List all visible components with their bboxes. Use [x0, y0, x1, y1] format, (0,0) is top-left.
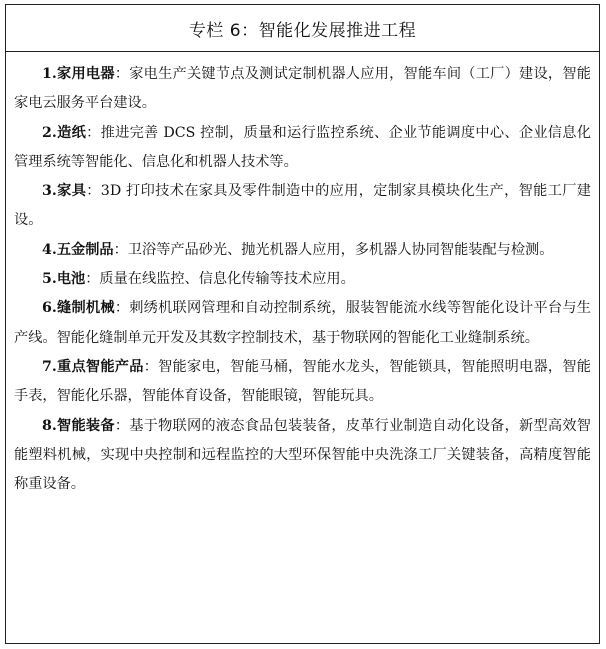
item-separator: ： [143, 358, 159, 375]
list-item-home-appliances [14, 60, 591, 119]
item-number: 1. [42, 66, 57, 82]
item-number: 6. [42, 300, 57, 317]
item-label: 重点智能产品 [56, 358, 144, 375]
item-number: 5. [42, 271, 57, 288]
list-item-papermaking [14, 119, 591, 178]
item-number: 4. [42, 241, 57, 258]
item-text: 智能家电，智能马桶，智能水龙头，智能锁具，智能照明电器，智能手表，智能化乐器，智能体育设备，智能眼镜，智能玩具。 [14, 358, 591, 405]
item-label: 缝制机械 [56, 300, 115, 317]
item-separator: ： [114, 300, 130, 317]
item-label: 五金制品 [56, 241, 114, 258]
item-text: 家电生产关键节点及测试定制机器人应用，智能车间（工厂）建设，智能家电云服务平台建设。 [14, 66, 591, 112]
item-number: 8. [42, 417, 57, 434]
item-number: 7. [42, 358, 57, 375]
list-item-smart-products [14, 353, 591, 412]
column-box [5, 4, 600, 644]
item-text: 3D 打印技术在家具及零件制造中的应用，定制家具模块化生产，智能工厂建设。 [14, 183, 591, 229]
item-text: 刺绣机联网管理和自动控制系统，服装智能流水线等智能化设计平台与生产线。智能化缝制单元开发及其数字控制技术，基于物联网的智能化工业缝制系统。 [14, 300, 591, 346]
item-number: 3. [42, 183, 57, 200]
list-item-batteries [14, 265, 591, 294]
list-item-hardware [14, 236, 591, 265]
item-label: 电池 [56, 271, 86, 288]
item-text: 基于物联网的液态食品包装装备，皮革行业制造自动化设备，新型高效智能塑料机械，实现中央控制和远程监控的大型环保智能中央洗涤工厂关键装备，高精度智能称重设备。 [14, 417, 591, 493]
title-row [6, 5, 599, 52]
list-item-sewing-machinery [14, 294, 591, 353]
item-separator: ： [113, 241, 128, 258]
item-text: 质量在线监控、信息化传输等技术应用。 [99, 271, 355, 288]
list-item-furniture [14, 177, 591, 236]
item-separator: ： [86, 183, 101, 200]
item-separator: ： [86, 124, 101, 141]
list-item-smart-equipment [14, 412, 591, 500]
item-separator: ： [85, 271, 100, 288]
column-content [6, 52, 599, 499]
item-label: 家用电器 [56, 66, 115, 82]
item-number: 2. [42, 124, 57, 141]
item-text: 推进完善 DCS 控制，质量和运行监控系统、企业节能调度中心、企业信息化管理系统等智能化、信息化和机器人技术等。 [14, 124, 591, 170]
item-separator: ： [114, 417, 130, 434]
item-label: 造纸 [56, 124, 87, 141]
item-label: 智能装备 [56, 417, 115, 434]
column-title: 专栏 6：智能化发展推进工程 [188, 20, 417, 41]
item-text: 卫浴等产品砂光、抛光机器人应用，多机器人协同智能装配与检测。 [127, 241, 554, 258]
item-separator: ： [114, 66, 130, 82]
item-label: 家具 [56, 183, 87, 200]
